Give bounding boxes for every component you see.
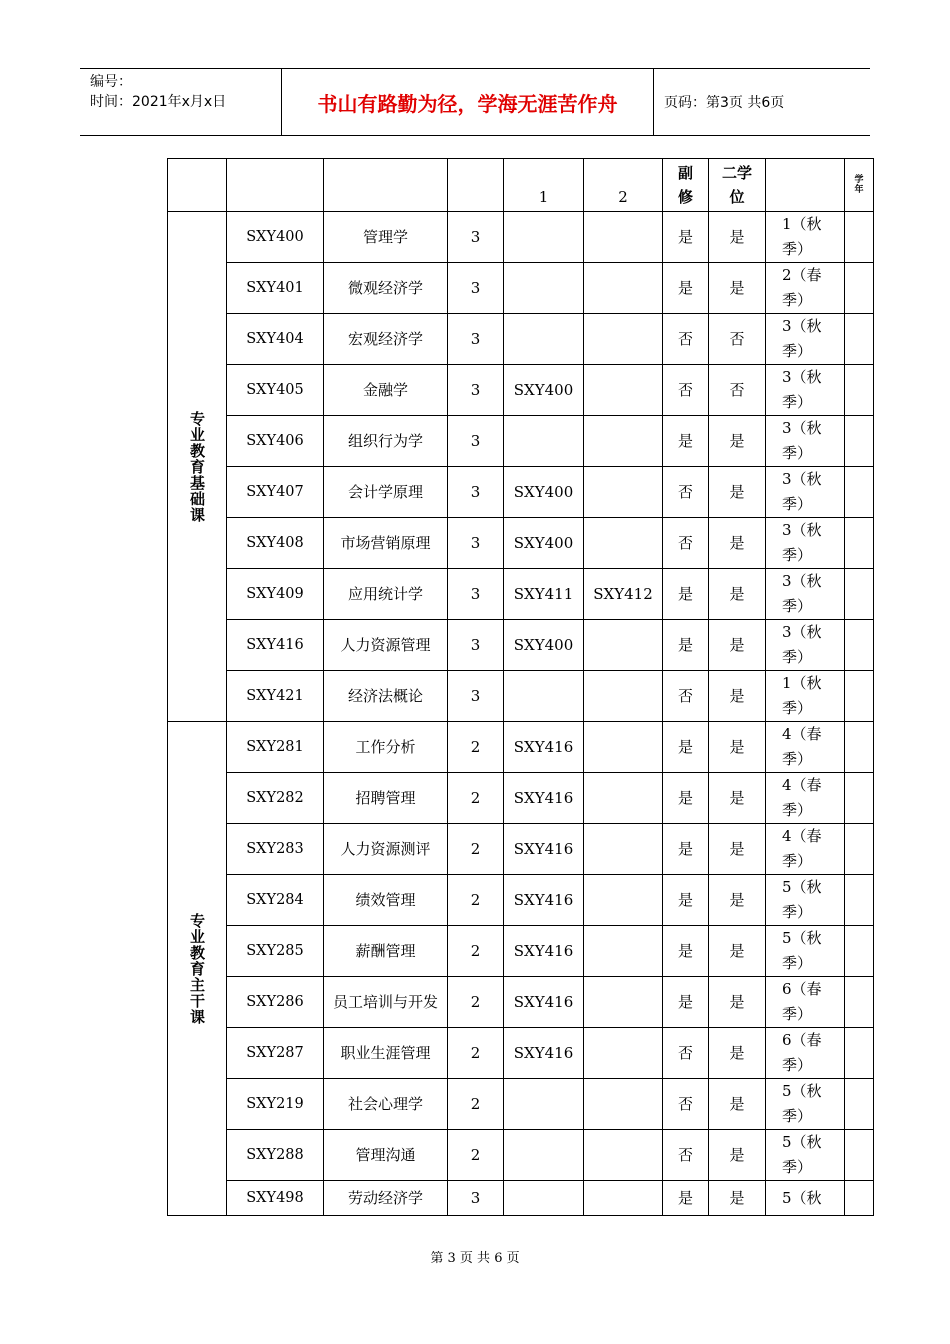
cell-code: SXY404 bbox=[227, 314, 324, 365]
cell-credits: 3 bbox=[448, 416, 504, 467]
cell-extra bbox=[845, 314, 874, 365]
table-row bbox=[168, 824, 874, 875]
cell-credits: 3 bbox=[448, 569, 504, 620]
cell-second: 是 bbox=[709, 1181, 766, 1216]
cell-name: 员工培训与开发 bbox=[324, 977, 448, 1028]
cell-minor: 否 bbox=[663, 1028, 709, 1079]
cell-term: 6（春季） bbox=[766, 1028, 845, 1079]
header-year-line-1: 学 bbox=[854, 175, 864, 185]
table-row bbox=[168, 926, 874, 977]
cell-credits: 3 bbox=[448, 212, 504, 263]
cell-minor: 是 bbox=[663, 620, 709, 671]
cell-credits: 3 bbox=[448, 314, 504, 365]
cell-extra bbox=[845, 467, 874, 518]
cell-name: 管理沟通 bbox=[324, 1130, 448, 1181]
cell-term: 1（秋季） bbox=[766, 671, 845, 722]
cell-extra bbox=[845, 212, 874, 263]
cell-credits: 2 bbox=[448, 1028, 504, 1079]
cell-pre2 bbox=[584, 467, 663, 518]
cell-term: 5（秋季） bbox=[766, 875, 845, 926]
cell-pre2 bbox=[584, 416, 663, 467]
cell-term: 5（秋季） bbox=[766, 1079, 845, 1130]
cell-minor: 否 bbox=[663, 365, 709, 416]
cell-code: SXY287 bbox=[227, 1028, 324, 1079]
cell-code: SXY421 bbox=[227, 671, 324, 722]
header-cell-year bbox=[845, 159, 874, 212]
cell-credits: 3 bbox=[448, 671, 504, 722]
cell-second: 是 bbox=[709, 416, 766, 467]
cell-term: 5（秋 bbox=[766, 1181, 845, 1216]
cell-pre2 bbox=[584, 1130, 663, 1181]
cell-name: 金融学 bbox=[324, 365, 448, 416]
cell-pre1 bbox=[504, 314, 584, 365]
cell-pre1: SXY416 bbox=[504, 722, 584, 773]
cell-name: 薪酬管理 bbox=[324, 926, 448, 977]
cell-code: SXY400 bbox=[227, 212, 324, 263]
header-minor-line-2: 修 bbox=[677, 188, 693, 206]
table-row bbox=[168, 518, 874, 569]
cell-term: 3（秋季） bbox=[766, 467, 845, 518]
header-second-line-1: 二学 bbox=[721, 164, 752, 182]
cell-extra bbox=[845, 263, 874, 314]
cell-pre2 bbox=[584, 875, 663, 926]
cell-name: 人力资源测评 bbox=[324, 824, 448, 875]
cell-second: 否 bbox=[709, 314, 766, 365]
cell-minor: 是 bbox=[663, 875, 709, 926]
cell-minor: 否 bbox=[663, 1130, 709, 1181]
cell-second: 是 bbox=[709, 620, 766, 671]
cell-extra bbox=[845, 1181, 874, 1216]
cell-extra bbox=[845, 773, 874, 824]
header-cell-name bbox=[324, 159, 448, 212]
cell-name: 社会心理学 bbox=[324, 1079, 448, 1130]
cell-code: SXY283 bbox=[227, 824, 324, 875]
cell-name: 职业生涯管理 bbox=[324, 1028, 448, 1079]
cell-name: 管理学 bbox=[324, 212, 448, 263]
cell-name: 应用统计学 bbox=[324, 569, 448, 620]
table-row bbox=[168, 1028, 874, 1079]
cell-term: 3（秋季） bbox=[766, 518, 845, 569]
table-row bbox=[168, 620, 874, 671]
cell-second: 是 bbox=[709, 722, 766, 773]
cell-credits: 2 bbox=[448, 926, 504, 977]
cell-minor: 是 bbox=[663, 569, 709, 620]
cell-term: 4（春季） bbox=[766, 722, 845, 773]
cell-extra bbox=[845, 977, 874, 1028]
cell-second: 是 bbox=[709, 1079, 766, 1130]
cell-extra bbox=[845, 365, 874, 416]
header-motto: 书山有路勤为径，学海无涯苦作舟 bbox=[282, 69, 654, 135]
cell-pre1 bbox=[504, 1130, 584, 1181]
cell-pre1: SXY400 bbox=[504, 620, 584, 671]
cell-minor: 是 bbox=[663, 824, 709, 875]
cell-pre1: SXY416 bbox=[504, 1028, 584, 1079]
cell-code: SXY408 bbox=[227, 518, 324, 569]
cell-extra bbox=[845, 824, 874, 875]
cell-name: 微观经济学 bbox=[324, 263, 448, 314]
cell-code: SXY288 bbox=[227, 1130, 324, 1181]
cell-second: 是 bbox=[709, 212, 766, 263]
cell-credits: 2 bbox=[448, 977, 504, 1028]
header-minor-line-1: 副 bbox=[677, 164, 693, 182]
cell-pre2 bbox=[584, 824, 663, 875]
cell-pre1: SXY416 bbox=[504, 875, 584, 926]
cell-pre2 bbox=[584, 977, 663, 1028]
cell-code: SXY416 bbox=[227, 620, 324, 671]
cell-credits: 3 bbox=[448, 1181, 504, 1216]
category-cell: 专业教育基础课 bbox=[168, 212, 227, 722]
cell-minor: 是 bbox=[663, 263, 709, 314]
cell-minor: 是 bbox=[663, 1181, 709, 1216]
cell-pre2 bbox=[584, 620, 663, 671]
cell-code: SXY285 bbox=[227, 926, 324, 977]
cell-second: 否 bbox=[709, 365, 766, 416]
cell-extra bbox=[845, 569, 874, 620]
cell-minor: 是 bbox=[663, 977, 709, 1028]
cell-pre1: SXY400 bbox=[504, 365, 584, 416]
table-row bbox=[168, 1181, 874, 1216]
header-year-line-2: 年 bbox=[854, 185, 864, 195]
cell-pre1: SXY416 bbox=[504, 926, 584, 977]
cell-pre2 bbox=[584, 1028, 663, 1079]
cell-pre1 bbox=[504, 671, 584, 722]
cell-pre2 bbox=[584, 671, 663, 722]
cell-minor: 否 bbox=[663, 1079, 709, 1130]
cell-minor: 是 bbox=[663, 722, 709, 773]
cell-pre1 bbox=[504, 416, 584, 467]
category-cell: 专业教育主干课 bbox=[168, 722, 227, 1216]
cell-second: 是 bbox=[709, 467, 766, 518]
cell-pre1 bbox=[504, 212, 584, 263]
cell-code: SXY498 bbox=[227, 1181, 324, 1216]
cell-extra bbox=[845, 1079, 874, 1130]
table-row bbox=[168, 467, 874, 518]
cell-code: SXY405 bbox=[227, 365, 324, 416]
cell-second: 是 bbox=[709, 569, 766, 620]
cell-second: 是 bbox=[709, 977, 766, 1028]
cell-credits: 2 bbox=[448, 1079, 504, 1130]
cell-second: 是 bbox=[709, 518, 766, 569]
cell-pre1 bbox=[504, 1181, 584, 1216]
cell-pre1: SXY416 bbox=[504, 977, 584, 1028]
document-date: 时间：2021年x月x日 bbox=[90, 94, 227, 110]
cell-name: 工作分析 bbox=[324, 722, 448, 773]
cell-pre1: SXY400 bbox=[504, 518, 584, 569]
table-row bbox=[168, 1079, 874, 1130]
table-row bbox=[168, 314, 874, 365]
cell-code: SXY284 bbox=[227, 875, 324, 926]
header-cell-minor bbox=[663, 159, 709, 212]
cell-code: SXY407 bbox=[227, 467, 324, 518]
cell-credits: 2 bbox=[448, 722, 504, 773]
table-header-row bbox=[168, 159, 874, 212]
cell-name: 绩效管理 bbox=[324, 875, 448, 926]
cell-pre2 bbox=[584, 314, 663, 365]
cell-term: 3（秋季） bbox=[766, 569, 845, 620]
cell-name: 宏观经济学 bbox=[324, 314, 448, 365]
cell-code: SXY219 bbox=[227, 1079, 324, 1130]
course-table bbox=[167, 158, 874, 1216]
cell-code: SXY286 bbox=[227, 977, 324, 1028]
cell-minor: 否 bbox=[663, 467, 709, 518]
cell-pre2 bbox=[584, 722, 663, 773]
cell-minor: 是 bbox=[663, 416, 709, 467]
cell-pre1: SXY416 bbox=[504, 773, 584, 824]
cell-credits: 2 bbox=[448, 824, 504, 875]
cell-second: 是 bbox=[709, 671, 766, 722]
cell-pre2 bbox=[584, 365, 663, 416]
table-row bbox=[168, 722, 874, 773]
cell-term: 4（春季） bbox=[766, 824, 845, 875]
cell-pre2 bbox=[584, 773, 663, 824]
cell-name: 市场营销原理 bbox=[324, 518, 448, 569]
cell-second: 是 bbox=[709, 875, 766, 926]
cell-credits: 3 bbox=[448, 620, 504, 671]
table-row bbox=[168, 773, 874, 824]
table-row bbox=[168, 365, 874, 416]
table-row bbox=[168, 1130, 874, 1181]
cell-pre2 bbox=[584, 1181, 663, 1216]
cell-code: SXY281 bbox=[227, 722, 324, 773]
cell-extra bbox=[845, 875, 874, 926]
cell-pre2 bbox=[584, 926, 663, 977]
cell-pre1: SXY400 bbox=[504, 467, 584, 518]
cell-term: 5（秋季） bbox=[766, 926, 845, 977]
header-cell-second-degree bbox=[709, 159, 766, 212]
cell-credits: 3 bbox=[448, 467, 504, 518]
cell-pre1: SXY411 bbox=[504, 569, 584, 620]
header-meta bbox=[80, 69, 282, 135]
header-second-line-2: 位 bbox=[729, 188, 745, 206]
cell-pre1 bbox=[504, 263, 584, 314]
cell-second: 是 bbox=[709, 773, 766, 824]
cell-credits: 3 bbox=[448, 263, 504, 314]
cell-extra bbox=[845, 518, 874, 569]
header-cell-term bbox=[766, 159, 845, 212]
cell-credits: 3 bbox=[448, 518, 504, 569]
table-row bbox=[168, 977, 874, 1028]
cell-credits: 2 bbox=[448, 875, 504, 926]
table-row bbox=[168, 212, 874, 263]
cell-minor: 是 bbox=[663, 212, 709, 263]
cell-extra bbox=[845, 416, 874, 467]
document-number-label: 编号： bbox=[90, 74, 132, 90]
cell-name: 人力资源管理 bbox=[324, 620, 448, 671]
cell-extra bbox=[845, 1130, 874, 1181]
cell-term: 1（秋季） bbox=[766, 212, 845, 263]
cell-code: SXY401 bbox=[227, 263, 324, 314]
cell-pre2 bbox=[584, 263, 663, 314]
cell-second: 是 bbox=[709, 1130, 766, 1181]
cell-pre2 bbox=[584, 1079, 663, 1130]
cell-minor: 是 bbox=[663, 926, 709, 977]
cell-code: SXY409 bbox=[227, 569, 324, 620]
cell-term: 3（秋季） bbox=[766, 416, 845, 467]
cell-minor: 否 bbox=[663, 314, 709, 365]
page-footer: 第 3 页 共 6 页 bbox=[430, 1251, 520, 1266]
cell-extra bbox=[845, 1028, 874, 1079]
cell-second: 是 bbox=[709, 824, 766, 875]
cell-extra bbox=[845, 926, 874, 977]
cell-name: 经济法概论 bbox=[324, 671, 448, 722]
cell-pre2 bbox=[584, 518, 663, 569]
header-cell-prereq-1: 1 bbox=[504, 159, 584, 212]
cell-second: 是 bbox=[709, 1028, 766, 1079]
cell-term: 5（秋季） bbox=[766, 1130, 845, 1181]
cell-pre2 bbox=[584, 212, 663, 263]
cell-term: 6（春季） bbox=[766, 977, 845, 1028]
cell-credits: 2 bbox=[448, 1130, 504, 1181]
header-cell-code bbox=[227, 159, 324, 212]
cell-name: 劳动经济学 bbox=[324, 1181, 448, 1216]
cell-extra bbox=[845, 620, 874, 671]
cell-minor: 否 bbox=[663, 671, 709, 722]
cell-name: 组织行为学 bbox=[324, 416, 448, 467]
cell-second: 是 bbox=[709, 926, 766, 977]
cell-credits: 2 bbox=[448, 773, 504, 824]
cell-name: 招聘管理 bbox=[324, 773, 448, 824]
table-row bbox=[168, 416, 874, 467]
cell-minor: 否 bbox=[663, 518, 709, 569]
cell-term: 3（秋季） bbox=[766, 314, 845, 365]
cell-minor: 是 bbox=[663, 773, 709, 824]
cell-extra bbox=[845, 722, 874, 773]
cell-second: 是 bbox=[709, 263, 766, 314]
header-cell-category bbox=[168, 159, 227, 212]
cell-term: 3（秋季） bbox=[766, 365, 845, 416]
table-row bbox=[168, 875, 874, 926]
cell-credits: 3 bbox=[448, 365, 504, 416]
header-cell-credits bbox=[448, 159, 504, 212]
cell-term: 2（春季） bbox=[766, 263, 845, 314]
cell-pre1 bbox=[504, 1079, 584, 1130]
document-header bbox=[80, 68, 870, 136]
cell-name: 会计学原理 bbox=[324, 467, 448, 518]
cell-term: 3（秋季） bbox=[766, 620, 845, 671]
table-row bbox=[168, 569, 874, 620]
cell-code: SXY406 bbox=[227, 416, 324, 467]
cell-pre2: SXY412 bbox=[584, 569, 663, 620]
header-cell-prereq-2: 2 bbox=[584, 159, 663, 212]
table-row bbox=[168, 671, 874, 722]
cell-extra bbox=[845, 671, 874, 722]
header-page-info: 页码：第3页 共6页 bbox=[664, 95, 785, 111]
cell-code: SXY282 bbox=[227, 773, 324, 824]
cell-pre1: SXY416 bbox=[504, 824, 584, 875]
cell-term: 4（春季） bbox=[766, 773, 845, 824]
table-row bbox=[168, 263, 874, 314]
